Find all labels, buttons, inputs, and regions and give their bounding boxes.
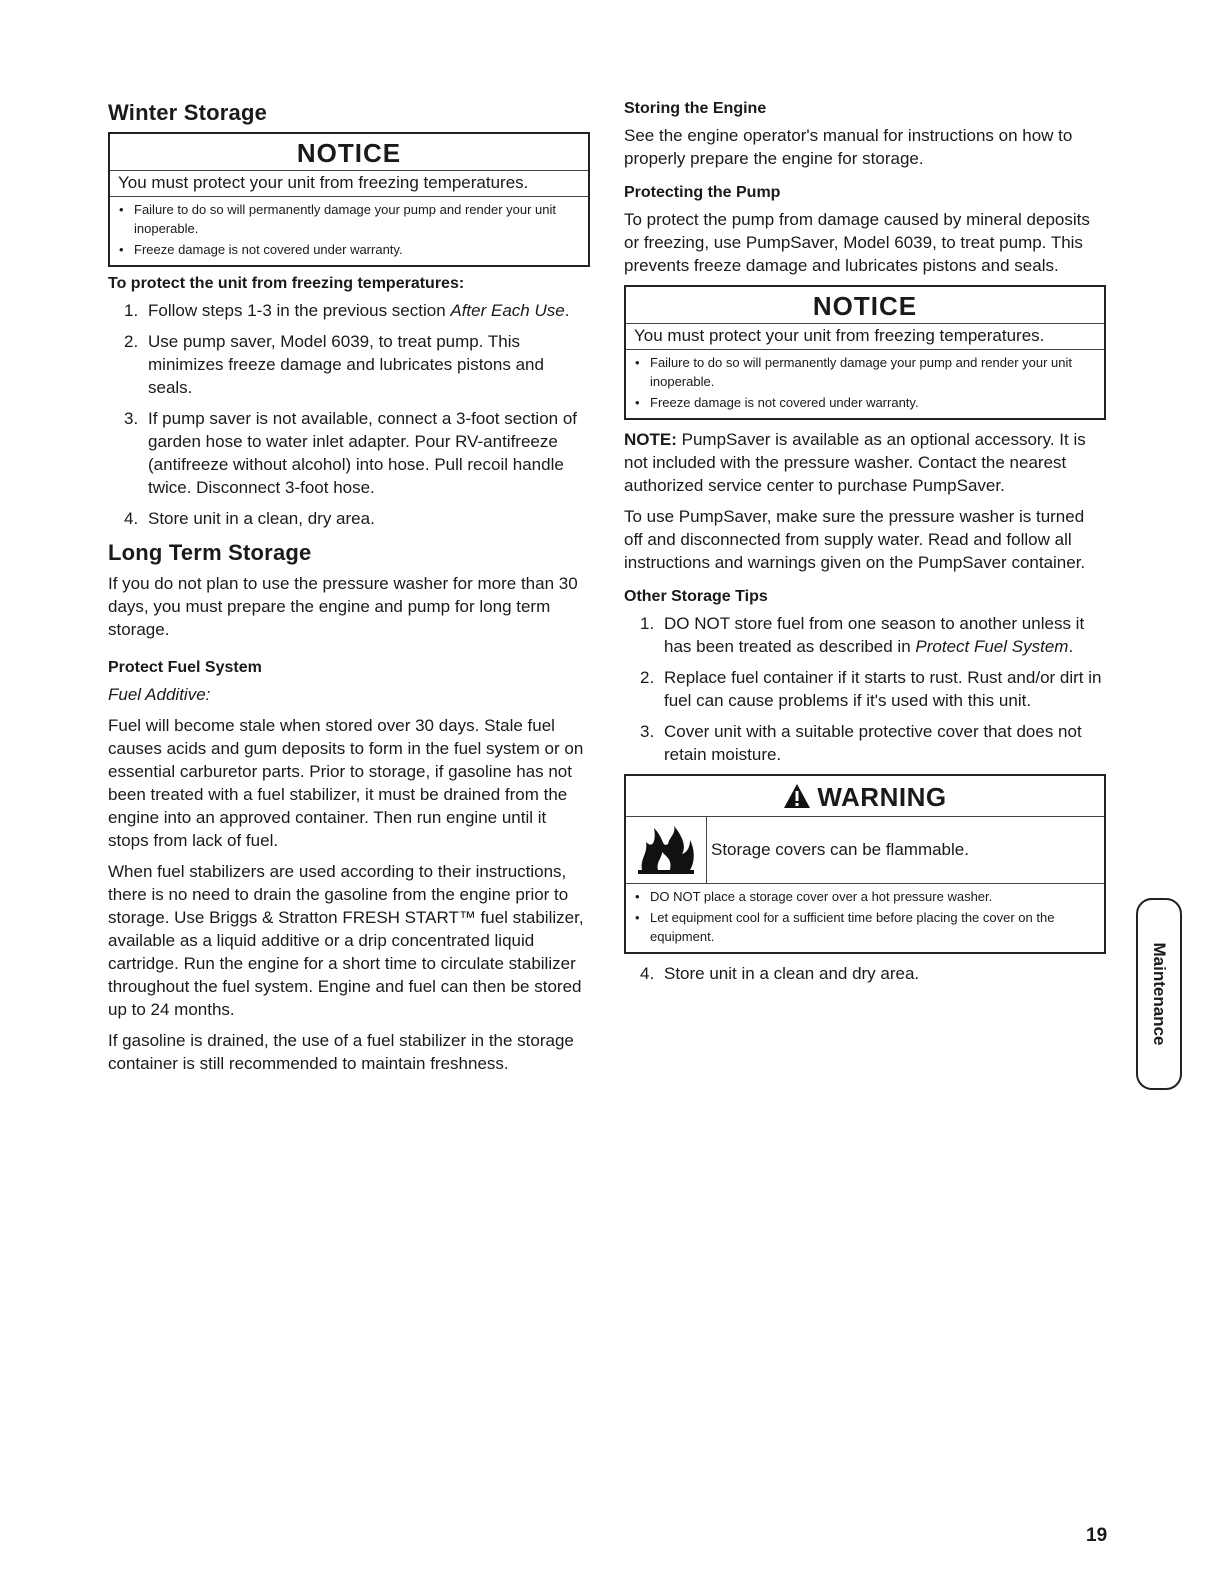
warning-bullet: • DO NOT place a storage cover over a hot pressure washer. bbox=[635, 889, 993, 904]
notice-bullet: • Failure to do so will permanently damage your pump and render your unit inoperable. bbox=[119, 202, 557, 236]
warning-main-text: Storage covers can be flammable. bbox=[711, 840, 969, 859]
long-term-storage-heading: Long Term Storage bbox=[108, 540, 312, 565]
notice-title: NOTICE bbox=[110, 134, 588, 171]
notice-bullets bbox=[110, 197, 588, 265]
list-item: 2. Replace fuel container if it starts to rust. Rust and/or dirt in fuel can cause problems if it's used with this unit. bbox=[640, 668, 1102, 710]
note-paragraph: NOTE: PumpSaver is available as an optional accessory. It is not included with the pressure washer. Contact the nearest authorized service center to purchase PumpSaver. bbox=[624, 430, 1086, 495]
fuel-paragraph-1: Fuel will become stale when stored over 30 days. Stale fuel causes acids and gum deposits to form in the fuel system or on essential carburetor parts. Prior to storage, if gasoline has not been treated with a fuel stabilizer, it must be drained from the engine into an approved container. Then run engine until it stops from lack of fuel. bbox=[108, 716, 584, 850]
list-item: 3. Cover unit with a suitable protective cover that does not retain moisture. bbox=[640, 722, 1082, 764]
notice-bullets bbox=[626, 350, 1104, 418]
fuel-paragraph-2: When fuel stabilizers are used according to their instructions, there is no need to drain the gasoline from the engine prior to storage. Use Briggs & Stratton FRESH START™ fuel stabilizer, available as a liquid additive or a drip concentrated liquid cartridge. Run the engine for a short time to circulate stabilizer throughout the fuel system. Engine and fuel can then be stored up to 24 months. bbox=[108, 862, 584, 1019]
list-item: 1. DO NOT store fuel from one season to another unless it has been treated as described in Protect Fuel System. bbox=[640, 614, 1085, 656]
fire-hazard-icon bbox=[626, 817, 707, 883]
protect-unit-heading: To protect the unit from freezing temperatures: bbox=[108, 275, 465, 292]
other-storage-tips-heading: Other Storage Tips bbox=[624, 588, 768, 605]
notice-bullet: • Freeze damage is not covered under warranty. bbox=[635, 395, 919, 410]
warning-body bbox=[626, 817, 1104, 884]
list-item: 1. Follow steps 1-3 in the previous section After Each Use. bbox=[124, 301, 570, 320]
left-column bbox=[108, 100, 590, 1083]
storage-tips-list-continued bbox=[624, 962, 1106, 985]
notice-box bbox=[624, 285, 1106, 420]
warning-title: WARNING bbox=[626, 776, 1104, 817]
list-item: 2. Use pump saver, Model 6039, to treat pump. This minimizes freeze damage and lubricates pistons and seals. bbox=[124, 332, 544, 397]
warning-bullet: • Let equipment cool for a sufficient time before placing the cover on the equipment. bbox=[635, 910, 1055, 944]
notice-bullet: • Failure to do so will permanently damage your pump and render your unit inoperable. bbox=[635, 355, 1073, 389]
notice-main-text: You must protect your unit from freezing temperatures. bbox=[626, 324, 1104, 350]
pumpsaver-use-text: To use PumpSaver, make sure the pressure washer is turned off and disconnected from supply water. Read and follow all instructions and warnings given on the PumpSaver container. bbox=[624, 507, 1086, 572]
list-item: 3. If pump saver is not available, connect a 3-foot section of garden hose to water inlet adapter. Pour RV-antifreeze (antifreeze without alcohol) into hose. Pull recoil handle twice. Disconnect 3-foot hose. bbox=[124, 409, 578, 497]
list-item: 4. Store unit in a clean and dry area. bbox=[640, 964, 920, 983]
section-tab-label: Maintenance bbox=[1150, 942, 1169, 1046]
protect-fuel-heading: Protect Fuel System bbox=[108, 659, 262, 676]
maintenance-section-tab[interactable] bbox=[1136, 898, 1182, 1090]
fuel-additive-subheading: Fuel Additive: bbox=[108, 685, 211, 704]
notice-main-text: You must protect your unit from freezing temperatures. bbox=[110, 171, 588, 197]
warning-box bbox=[624, 774, 1106, 954]
storing-engine-text: See the engine operator's manual for instructions on how to properly prepare the engine for storage. bbox=[624, 126, 1073, 168]
storing-engine-heading: Storing the Engine bbox=[624, 100, 767, 117]
notice-bullet: • Freeze damage is not covered under warranty. bbox=[119, 242, 403, 257]
fuel-paragraph-3: If gasoline is drained, the use of a fuel stabilizer in the storage container is still recommended to maintain freshness. bbox=[108, 1031, 574, 1073]
warning-bullets bbox=[626, 884, 1104, 952]
long-term-text: If you do not plan to use the pressure washer for more than 30 days, you must prepare the engine and pump for long term storage. bbox=[108, 574, 578, 639]
notice-box bbox=[108, 132, 590, 267]
storage-tips-list bbox=[624, 612, 1106, 766]
winter-storage-heading: Winter Storage bbox=[108, 100, 268, 125]
page-number: 19 bbox=[1086, 1525, 1108, 1546]
list-item: 4. Store unit in a clean, dry area. bbox=[124, 509, 375, 528]
warning-triangle-icon bbox=[783, 783, 811, 809]
freeze-steps-list bbox=[108, 299, 590, 530]
protecting-pump-heading: Protecting the Pump bbox=[624, 184, 781, 201]
right-column bbox=[624, 100, 1106, 995]
notice-title: NOTICE bbox=[626, 287, 1104, 324]
protecting-pump-text: To protect the pump from damage caused by mineral deposits or freezing, use PumpSaver, Model 6039, to treat pump. This prevents freeze damage and lubricates pistons and seals. bbox=[624, 210, 1090, 275]
note-label: NOTE: bbox=[624, 430, 677, 449]
